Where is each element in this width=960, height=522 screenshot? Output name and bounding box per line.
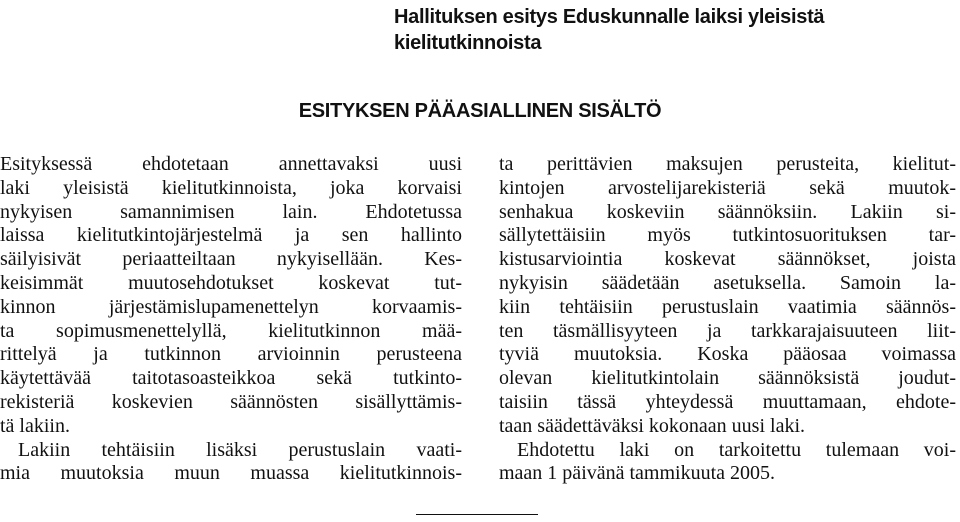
left-column: [0, 153, 462, 486]
text-line: maan 1 päivänä tammikuuta 2005.: [499, 462, 776, 485]
text-line: kinnon järjestämislupamenettelyn korvaamis-: [0, 295, 462, 318]
text-line: ta sopimusmenettelyllä, kielitutkinnon mää-: [0, 319, 462, 342]
text-line: tyviä muutoksia. Koska pääosaa voimassa: [499, 343, 956, 366]
text-line: laissa kielitutkintojärjestelmä ja sen hallinto: [0, 224, 462, 247]
text-line: rekisteriä koskevien säännösten sisällyttämis-: [0, 390, 462, 413]
text-line: käytettävää taitotasoasteikkoa sekä tutkinto-: [0, 367, 462, 390]
right-paragraph-2: [499, 439, 956, 487]
text-line: säilyisivät periaatteiltaan nykyisellään. Kes-: [0, 248, 462, 271]
text-line: kintojen arvostelijarekisteriä sekä muutok-: [499, 176, 956, 199]
footnote-separator-line: [416, 514, 538, 515]
text-line: taan säädettäväksi kokonaan uusi laki.: [499, 414, 806, 437]
text-line: kiin tehtäisiin perustuslain vaatimia säännös-: [499, 295, 956, 318]
right-paragraph-1: [499, 153, 956, 439]
document-title: Hallituksen esitys Eduskunnalle laiksi yleisistä kielitutkinnoista: [394, 6, 825, 54]
left-paragraph-1: [0, 153, 462, 439]
text-line: Lakiin tehtäisiin lisäksi perustuslain vaati-: [18, 438, 462, 461]
text-line: Ehdotettu laki on tarkoitettu tulemaan voi-: [517, 438, 956, 461]
text-line: laki yleisistä kielitutkinnoista, joka korvaisi: [0, 176, 462, 199]
text-line: Esityksessä ehdotetaan annettavaksi uusi: [0, 153, 462, 175]
text-line: keisimmät muutosehdotukset koskevat tut-: [0, 271, 462, 294]
right-column: [499, 153, 956, 486]
text-line: kistusarviointia koskevat säännökset, joista: [499, 248, 956, 271]
left-paragraph-2: [0, 439, 462, 487]
text-line: nykyisen samannimisen lain. Ehdotetussa: [0, 200, 462, 223]
text-line: tä lakiin.: [0, 414, 70, 437]
text-line: ta perittävien maksujen perusteita, kielitut-: [499, 153, 956, 175]
text-line: sällytettäisiin myös tutkintosuorituksen tar-: [499, 224, 956, 247]
text-line: taisiin tässä yhteydessä muuttamaan, ehdote-: [499, 390, 956, 413]
text-line: rittelyä ja tutkinnon arvioinnin perusteena: [0, 343, 462, 366]
section-heading: ESITYKSEN PÄÄASIALLINEN SISÄLTÖ: [298, 100, 662, 122]
text-line: olevan kielitutkintolain säännöksistä joudut-: [499, 367, 956, 390]
text-line: nykyisin säädetään asetuksella. Samoin la-: [499, 271, 956, 294]
text-line: ten täsmällisyyteen ja tarkkarajaisuuteen liit-: [499, 319, 956, 342]
text-line: mia muutoksia muun muassa kielitutkinnois-: [0, 462, 462, 485]
text-line: senhakua koskeviin säännöksiin. Lakiin si-: [499, 200, 956, 223]
